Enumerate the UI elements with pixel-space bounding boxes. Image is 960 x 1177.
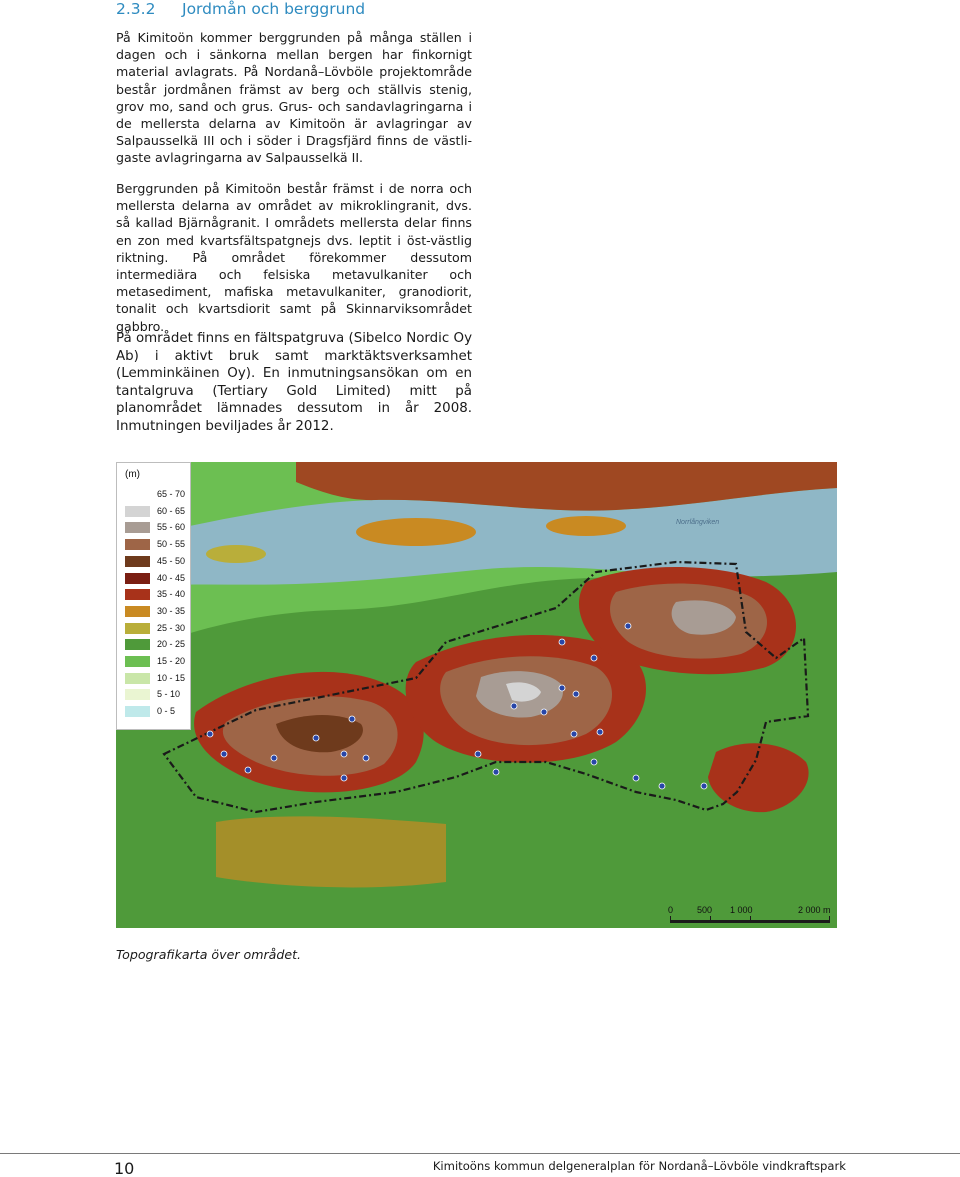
footer-title: Kimitoöns kommun delgeneralplan för Nordanå–Lövböle vindkraftspark	[432, 1159, 846, 1173]
turbine-marker	[559, 685, 565, 691]
scale-tick	[710, 916, 711, 923]
turbine-marker	[541, 709, 547, 715]
legend-label: 55 - 60	[157, 522, 186, 533]
paragraph-bedrock: Berggrunden på Kimitoön består främst i de norra och mellersta delarna av området av mikroklingranit, dvs. så kallad Bjärnågranit. I områdets mellersta delar finns en zon med kvartsfältspatgnejs dvs. leptit i öst-västlig riktning. På området förekommer dessutom intermediära och felsiska metavulkaniter och metasediment, mafiska metavulkaniter, granodiorit, tonalit och kvartsdiorit samt på Skinnarviksområdet gabbro.	[116, 181, 472, 334]
scale-label-1000: 1 000	[730, 905, 753, 915]
legend-row	[125, 539, 191, 551]
legend-label: 15 - 20	[157, 656, 186, 666]
turbine-marker	[207, 731, 213, 737]
legend-label: 45 - 50	[157, 555, 186, 566]
topographic-map	[116, 462, 837, 928]
scale-bar	[664, 902, 834, 926]
legend-row	[125, 522, 191, 534]
legend-label: 35 - 40	[157, 589, 186, 600]
turbine-marker	[493, 769, 499, 775]
legend-label: 0 - 5	[157, 706, 176, 717]
turbine-marker	[591, 759, 597, 765]
legend-label: 60 - 65	[157, 505, 186, 516]
legend-swatch	[125, 656, 150, 667]
scale-label-0: 0	[668, 905, 674, 915]
legend-row	[125, 556, 191, 568]
turbine-marker	[659, 783, 665, 789]
section-heading	[116, 0, 536, 18]
footer-divider	[0, 1153, 960, 1154]
elevation-legend	[116, 462, 191, 730]
turbine-marker	[313, 735, 319, 741]
legend-swatch	[125, 673, 150, 684]
turbine-marker	[625, 623, 631, 629]
legend-label: 25 - 30	[157, 622, 186, 633]
turbine-marker	[363, 755, 369, 761]
turbine-marker	[271, 755, 277, 761]
turbine-marker	[573, 691, 579, 697]
place-label-norrlangviken: Norrlångviken	[676, 519, 720, 526]
turbine-marker	[559, 639, 565, 645]
legend-swatch	[125, 489, 150, 500]
legend-label: 20 - 25	[157, 639, 186, 650]
legend-swatch	[125, 606, 150, 617]
legend-swatch	[125, 573, 150, 584]
page-number: 10	[114, 1159, 135, 1177]
legend-swatch	[125, 689, 150, 700]
legend-label: 5 - 10	[157, 689, 181, 700]
turbine-marker	[633, 775, 639, 781]
turbine-marker	[591, 655, 597, 661]
turbine-marker	[341, 751, 347, 757]
legend-row	[125, 673, 191, 685]
legend-swatch	[125, 522, 150, 533]
legend-label: 40 - 45	[157, 572, 186, 583]
section-title: Jordmån och berggrund	[182, 0, 366, 18]
turbine-marker	[221, 751, 227, 757]
paragraph-soil: På Kimitoön kommer berggrunden på många ställen i dagen och i sänkorna mellan bergen har finkornigt material avlagrats. På Nordanå–Lövböle projektområde består jordmånen främst av berg och ställvis stenig, grov mo, sand och grus. Grus- och sandavlagringarna i de mellersta delarna av Kimitoön är avlagringar av Salpausselkä III och i söder i Dragsfjärd finns de västligaste avlagringarna av Salpausselkä II.	[116, 30, 472, 166]
scale-label-2000: 2 000 m	[798, 905, 831, 915]
legend-unit: (m)	[125, 469, 140, 480]
scale-label-500: 500	[697, 905, 713, 915]
turbine-marker	[341, 775, 347, 781]
legend-row	[125, 623, 191, 635]
figure-caption: Topografikarta över området.	[116, 947, 302, 962]
legend-row	[125, 639, 191, 651]
scale-tick	[670, 916, 671, 923]
turbine-marker	[349, 716, 355, 722]
turbine-marker	[245, 767, 251, 773]
legend-swatch	[125, 623, 150, 634]
legend-row	[125, 606, 191, 618]
legend-swatch	[125, 506, 150, 517]
legend-swatch	[125, 539, 150, 550]
legend-row	[125, 506, 191, 518]
legend-swatch	[125, 639, 150, 650]
legend-label: 10 - 15	[157, 672, 186, 683]
turbine-marker	[511, 703, 517, 709]
scale-tick	[750, 916, 751, 923]
turbine-marker	[571, 731, 577, 737]
legend-swatch	[125, 589, 150, 600]
paragraph-mining: På området finns en fältspatgruva (Sibelco Nordic Oy Ab) i aktivt bruk samt marktäktsverksamhet (Lemminkäinen Oy). En inmutningsansökan om en tantalgruva (Tertiary Gold Limited) mitt på planområdet lämnades dessutom in år 2008. Inmutningen beviljades år 2012.	[116, 331, 472, 434]
scale-tick	[829, 916, 830, 923]
turbine-marker	[701, 783, 707, 789]
legend-label: 65 - 70	[157, 489, 186, 499]
turbine-group	[207, 623, 707, 789]
legend-row	[125, 706, 191, 718]
legend-row	[125, 656, 191, 668]
legend-label: 30 - 35	[157, 605, 186, 616]
legend-row	[125, 689, 191, 701]
turbine-marker	[597, 729, 603, 735]
legend-swatch	[125, 556, 150, 567]
turbine-marker	[475, 751, 481, 757]
legend-row	[125, 489, 191, 501]
legend-row	[125, 589, 191, 601]
legend-row	[125, 573, 191, 585]
section-number: 2.3.2	[116, 0, 156, 18]
legend-label: 50 - 55	[157, 539, 186, 550]
legend-swatch	[125, 706, 150, 717]
turbine-layer	[116, 462, 837, 928]
